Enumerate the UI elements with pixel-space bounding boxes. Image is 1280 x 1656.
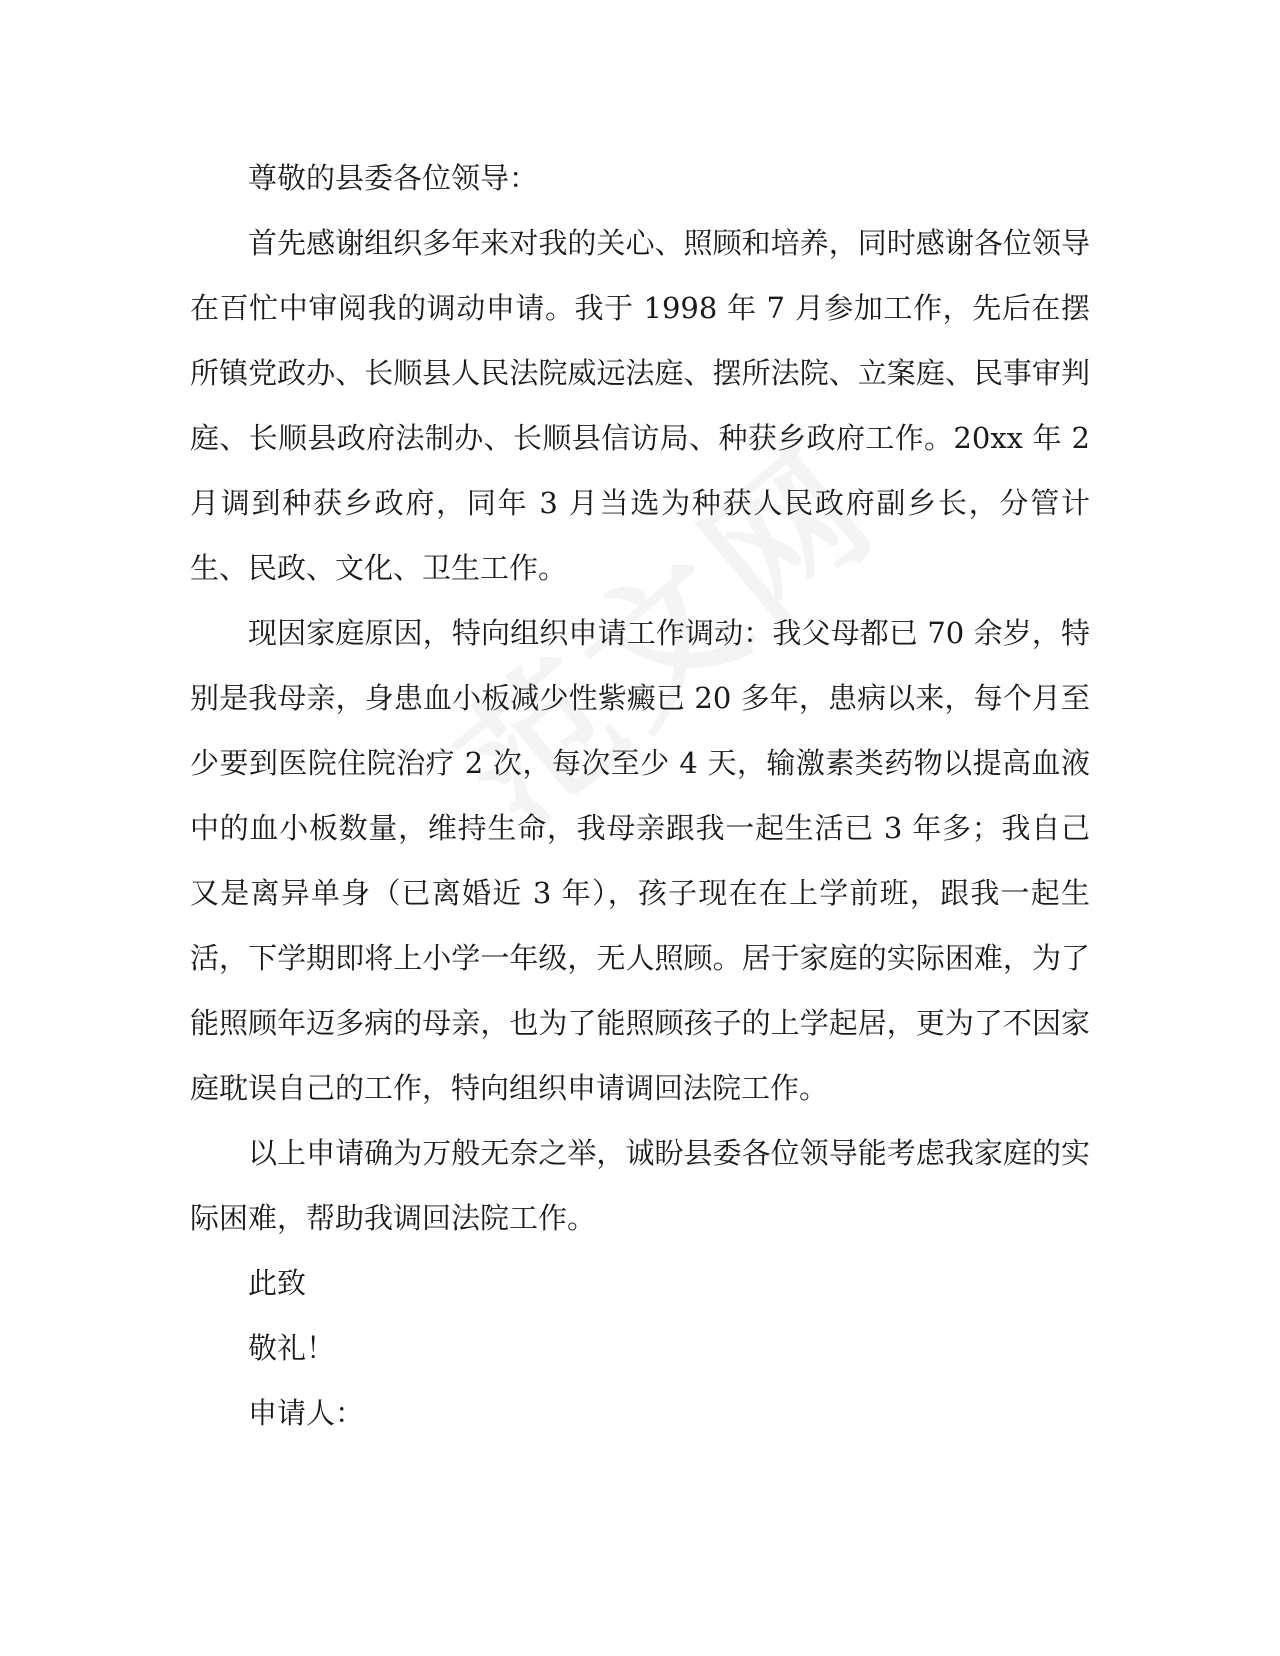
paragraph-introduction: 首先感谢组织多年来对我的关心、照顾和培养，同时感谢各位领导在百忙中审阅我的调动申请。我于 1998 年 7 月参加工作，先后在摆所镇党政办、长顺县人民法院威远法庭、摆所法院、立案庭、民事审判庭、长顺县政府法制办、长顺县信访局、种获乡政府工作。20xx 年 2 月调到种获乡政府，同年 3 月当选为种获人民政府副乡长，分管计生、民政、文化、卫生工作。 (190, 226, 1090, 585)
closing-line-1: 此致 (248, 1266, 307, 1300)
paragraph-reason: 现因家庭原因，特向组织申请工作调动：我父母都已 70 余岁，特别是我母亲，身患血小板减少性紫癜已 20 多年，患病以来，每个月至少要到医院住院治疗 2 次，每次至少 4 天，输激素类药物以提高血液中的血小板数量，维持生命，我母亲跟我一起生活已 3 年多；我自己又是离异单身（已离婚近 3 年），孩子现在在上学前班，跟我一起生活，下学期即将上小学一年级，无人照顾。居于家庭的实际困难，为了能照顾年迈多病的母亲，也为了能照顾孩子的上学起居，更为了不因家庭耽误自己的工作，特向组织申请调回法院工作。 (190, 616, 1090, 1105)
salutation: 尊敬的县委各位领导： (248, 161, 539, 195)
paragraph-request: 以上申请确为万般无奈之举，诚盼县委各位领导能考虑我家庭的实际困难，帮助我调回法院工作。 (190, 1136, 1090, 1235)
applicant-label: 申请人： (248, 1396, 365, 1430)
letter-body (190, 146, 1090, 1446)
closing-line-2: 敬礼！ (248, 1331, 336, 1365)
